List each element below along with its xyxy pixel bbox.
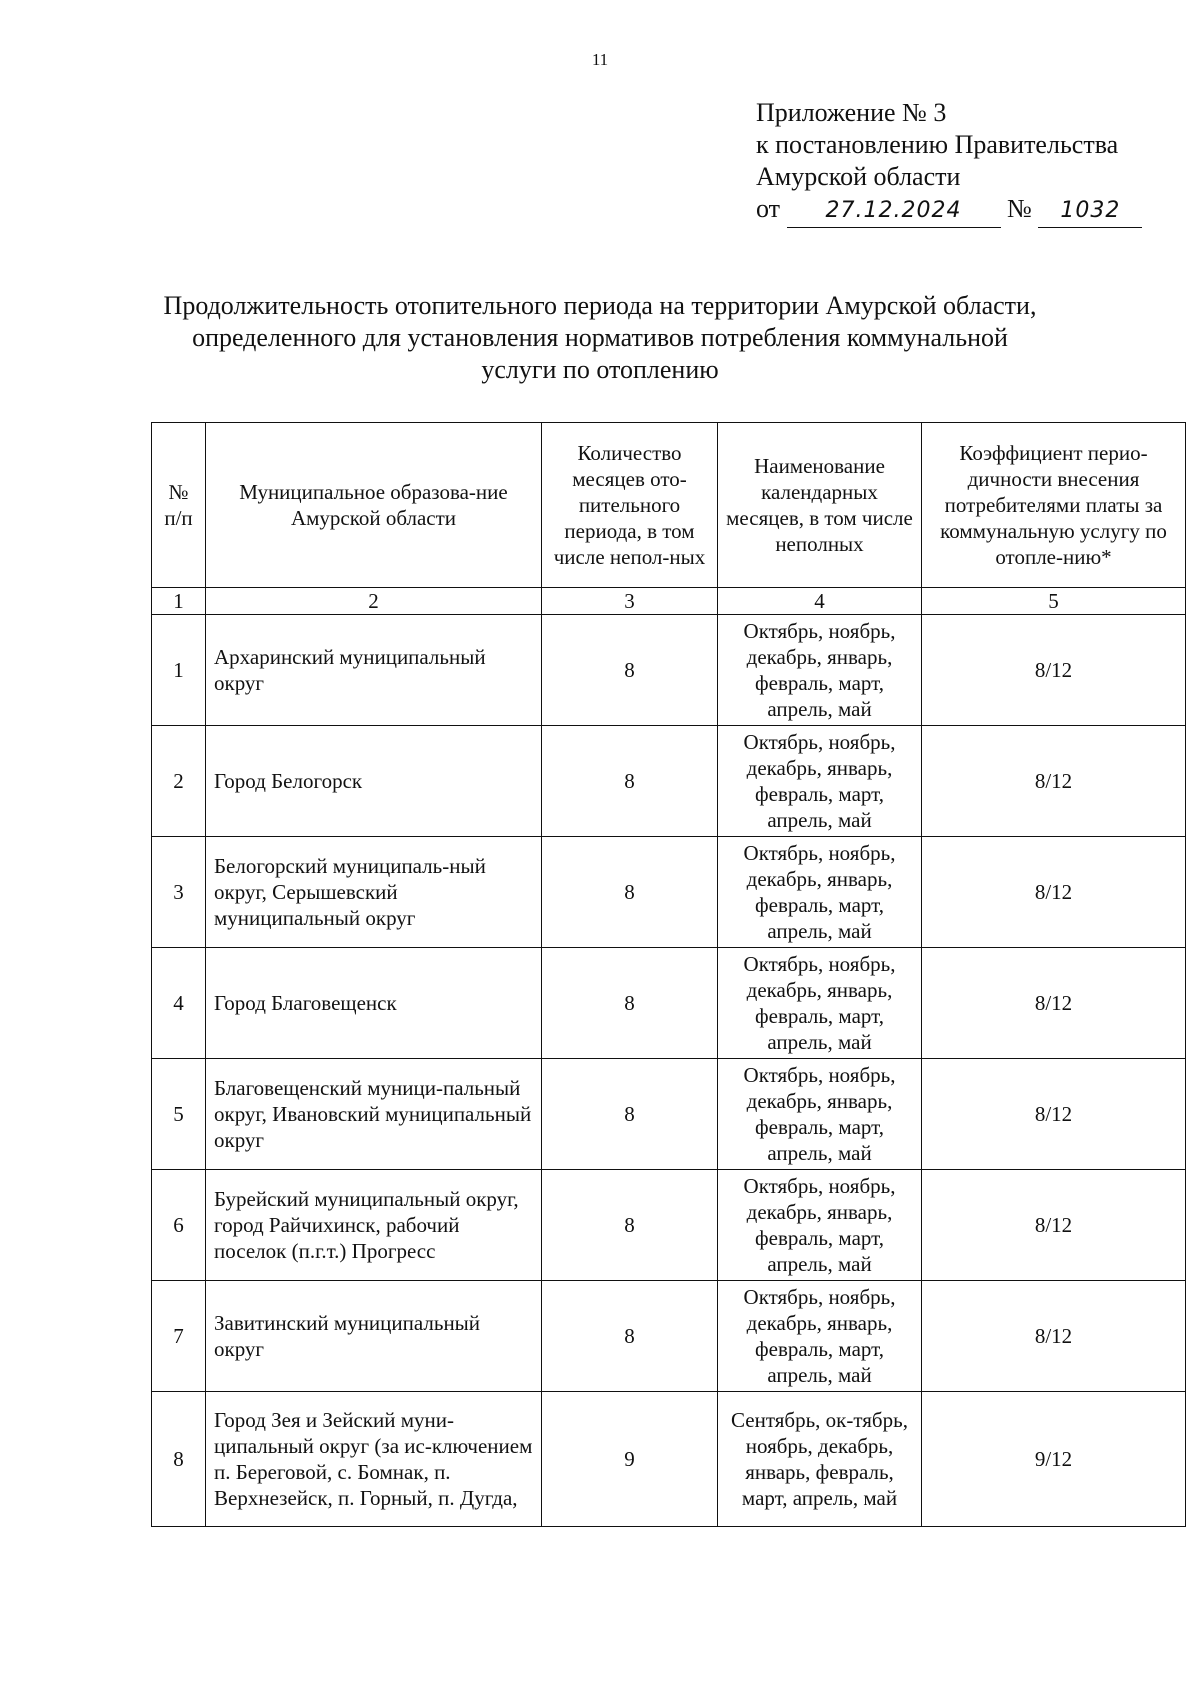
months-count: 8	[542, 615, 718, 726]
appendix-block	[756, 97, 1142, 228]
month-names: Октябрь, ноябрь, декабрь, январь, февраль, март, апрель, май	[718, 1059, 922, 1170]
month-names: Октябрь, ноябрь, декабрь, январь, февраль, март, апрель, май	[718, 1170, 922, 1281]
title-line-1: Продолжительность отопительного периода на территории Амурской области,	[163, 291, 1037, 320]
column-number: 3	[542, 588, 718, 615]
table-row	[152, 948, 1186, 1059]
table-row	[152, 837, 1186, 948]
document-title	[100, 290, 1100, 386]
municipality-name: Белогорский муниципаль-ный округ, Серышевский муниципальный округ	[206, 837, 542, 948]
handwritten-date: 27.12.2024	[787, 195, 1001, 228]
table-row	[152, 1059, 1186, 1170]
coefficient: 8/12	[922, 1281, 1186, 1392]
municipality-name: Город Зея и Зейский муни-ципальный округ (за ис-ключением п. Береговой, с. Бомнак, п. Верхнезейск, п. Горный, п. Дугда,	[206, 1392, 542, 1527]
row-number: 5	[152, 1059, 206, 1170]
table-row	[152, 615, 1186, 726]
coefficient: 8/12	[922, 948, 1186, 1059]
table-header-row	[152, 423, 1186, 588]
header-cell-coefficient: Коэффициент перио-дичности внесения потребителями платы за коммунальную услугу по отопле-нию*	[922, 423, 1186, 588]
row-number: 4	[152, 948, 206, 1059]
months-count: 8	[542, 726, 718, 837]
table-row	[152, 1170, 1186, 1281]
months-count: 9	[542, 1392, 718, 1527]
coefficient: 8/12	[922, 615, 1186, 726]
municipality-name: Завитинский муниципальный округ	[206, 1281, 542, 1392]
row-number: 8	[152, 1392, 206, 1527]
coefficient: 8/12	[922, 1059, 1186, 1170]
month-names: Октябрь, ноябрь, декабрь, январь, февраль, март, апрель, май	[718, 615, 922, 726]
coefficient: 8/12	[922, 1170, 1186, 1281]
months-count: 8	[542, 948, 718, 1059]
row-number: 2	[152, 726, 206, 837]
heating-period-table	[151, 422, 1186, 1527]
column-number-row	[152, 588, 1186, 615]
municipality-name: Бурейский муниципальный округ, город Райчихинск, рабочий поселок (п.г.т.) Прогресс	[206, 1170, 542, 1281]
header-cell-number: № п/п	[152, 423, 206, 588]
appendix-line-1: Приложение № 3	[756, 98, 947, 127]
table-row	[152, 726, 1186, 837]
months-count: 8	[542, 1059, 718, 1170]
column-number: 1	[152, 588, 206, 615]
month-names: Октябрь, ноябрь, декабрь, январь, февраль, март, апрель, май	[718, 837, 922, 948]
months-count: 8	[542, 837, 718, 948]
municipality-name: Город Белогорск	[206, 726, 542, 837]
municipality-name: Город Благовещенск	[206, 948, 542, 1059]
from-label: от	[756, 194, 781, 223]
appendix-date-line	[756, 193, 1142, 228]
municipality-name: Архаринский муниципальный округ	[206, 615, 542, 726]
month-names: Октябрь, ноябрь, декабрь, январь, февраль, март, апрель, май	[718, 948, 922, 1059]
coefficient: 8/12	[922, 726, 1186, 837]
header-cell-months-count: Количество месяцев ото-пительного периода, в том числе непол-ных	[542, 423, 718, 588]
months-count: 8	[542, 1170, 718, 1281]
title-line-2: определенного для установления нормативов потребления коммунальной	[192, 323, 1008, 352]
handwritten-number: 1032	[1038, 195, 1142, 228]
row-number: 7	[152, 1281, 206, 1392]
page-number: 11	[591, 50, 609, 69]
table-row	[152, 1392, 1186, 1527]
title-line-3: услуги по отоплению	[481, 355, 719, 384]
month-names: Сентябрь, ок-тябрь, ноябрь, декабрь, январь, февраль, март, апрель, май	[718, 1392, 922, 1527]
row-number: 1	[152, 615, 206, 726]
header-cell-municipality: Муниципальное образова-ние Амурской области	[206, 423, 542, 588]
coefficient: 8/12	[922, 837, 1186, 948]
coefficient: 9/12	[922, 1392, 1186, 1527]
row-number: 3	[152, 837, 206, 948]
column-number: 2	[206, 588, 542, 615]
row-number: 6	[152, 1170, 206, 1281]
table-row	[152, 1281, 1186, 1392]
column-number: 4	[718, 588, 922, 615]
month-names: Октябрь, ноябрь, декабрь, январь, февраль, март, апрель, май	[718, 726, 922, 837]
header-cell-month-names: Наименование календарных месяцев, в том числе неполных	[718, 423, 922, 588]
column-number: 5	[922, 588, 1186, 615]
appendix-line-3: Амурской области	[756, 162, 961, 191]
appendix-line-2: к постановлению Правительства	[756, 130, 1119, 159]
municipality-name: Благовещенский муници-пальный округ, Ивановский муниципальный округ	[206, 1059, 542, 1170]
months-count: 8	[542, 1281, 718, 1392]
month-names: Октябрь, ноябрь, декабрь, январь, февраль, март, апрель, май	[718, 1281, 922, 1392]
number-label: №	[1007, 194, 1032, 223]
